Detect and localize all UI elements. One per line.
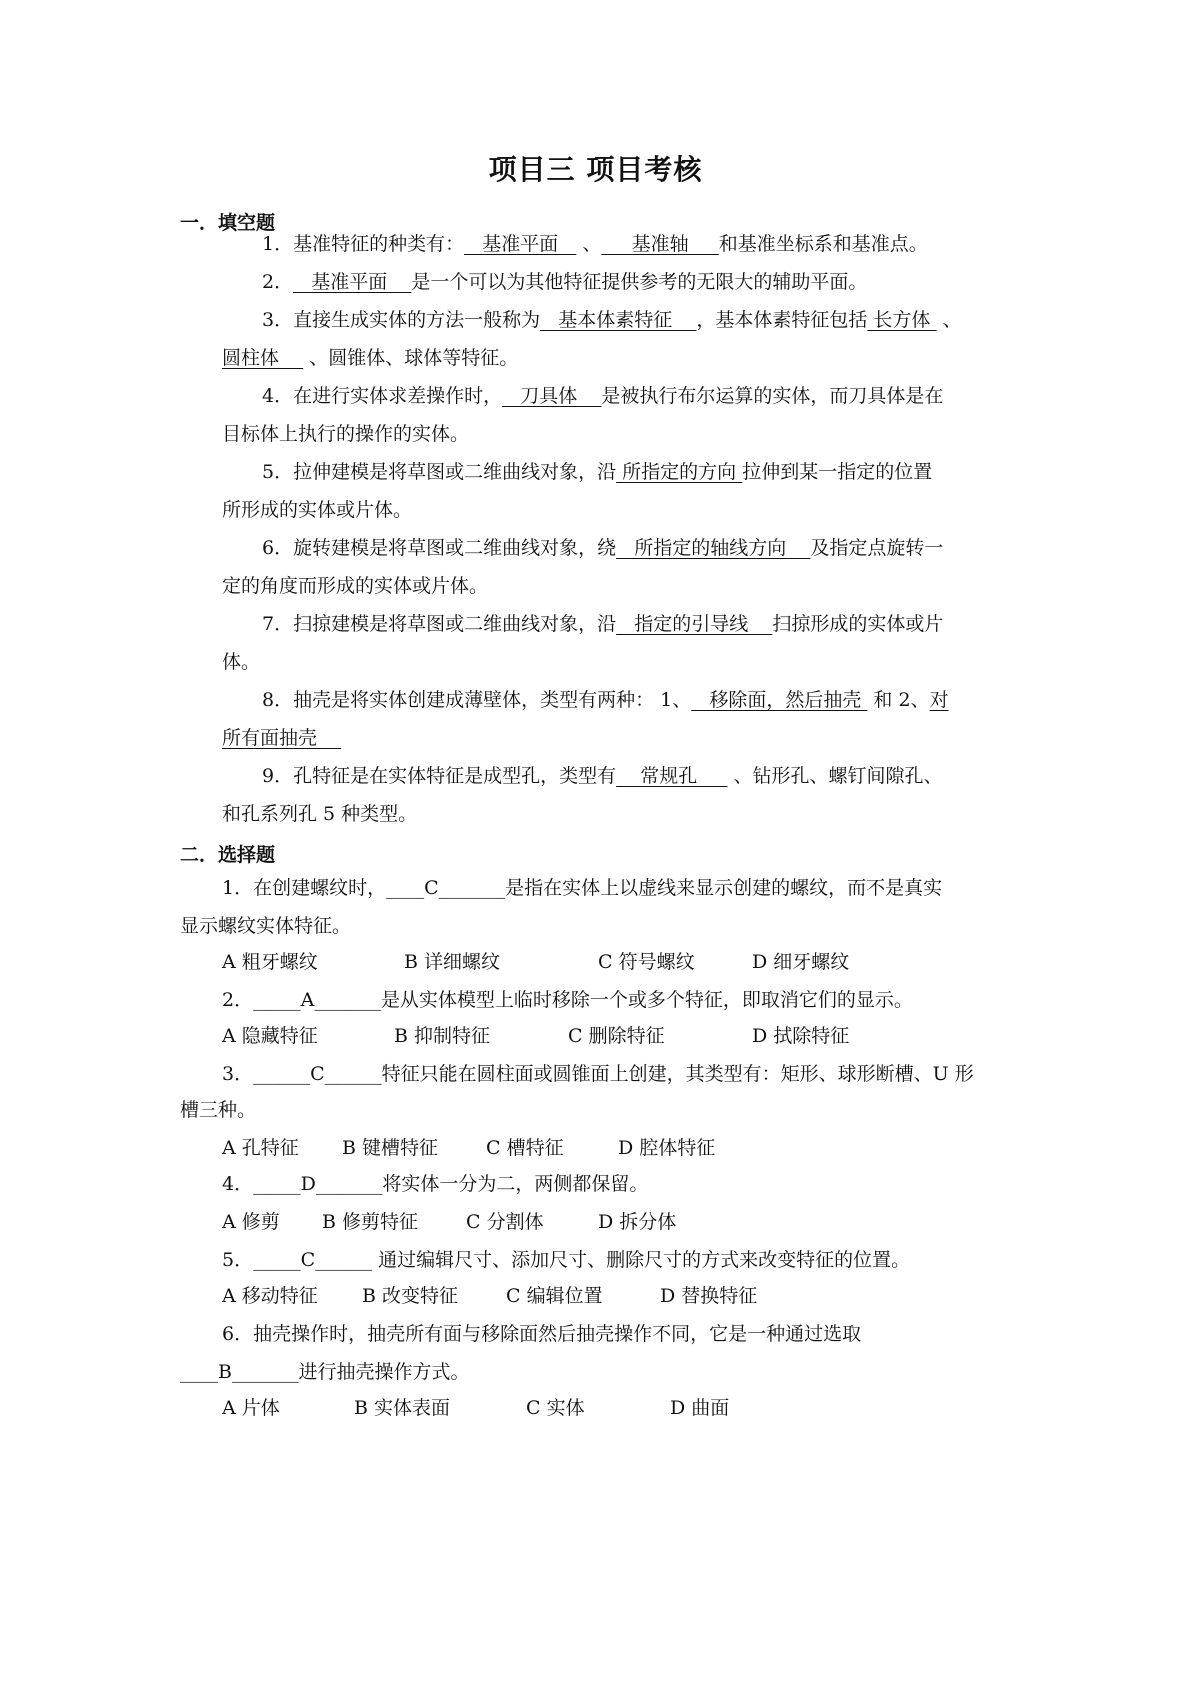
fill-question-2: 2． 基准平面 是一个可以为其他特征提供参考的无限大的辅助平面。 (262, 271, 868, 293)
fill-question-6: 6．旋转建模是将草图或二维曲线对象，绕 所指定的轴线方向 及指定点旋转一 (262, 537, 944, 559)
answer-blank: 基准平面 (464, 233, 577, 255)
option-d: D 替换特征 (660, 1285, 758, 1307)
option-a: A 粗牙螺纹 (222, 951, 318, 973)
option-a: A 隐藏特征 (222, 1025, 318, 1047)
answer-blank: 常规孔 (616, 765, 728, 787)
fill-question-9-cont: 和孔系列孔 5 种类型。 (222, 803, 418, 825)
option-b: B 修剪特征 (322, 1211, 419, 1233)
choice-question-3: 3．______C______特征只能在圆柱面或圆锥面上创建，其类型有：矩形、球形断槽、U 形 (222, 1063, 974, 1085)
option-a: A 修剪 (222, 1211, 280, 1233)
option-b: B 详细螺纹 (404, 951, 501, 973)
answer-blank: 指定的引导线 (616, 613, 773, 635)
section-fill-in-heading: 一．填空题 (180, 212, 276, 234)
fill-question-8: 8．抽壳是将实体创建成薄壁体，类型有两种： 1、 移除面，然后抽壳 和 2、对 (262, 689, 949, 711)
answer-blank: 移除面，然后抽壳 (691, 689, 868, 711)
fill-question-7: 7．扫掠建模是将草图或二维曲线对象，沿 指定的引导线 扫掠形成的实体或片 (262, 613, 944, 635)
answer-blank: 所有面抽壳 (222, 727, 342, 749)
choice-question-2: 2．_____A_______是从实体模型上临时移除一个或多个特征，即取消它们的显示。 (222, 989, 913, 1011)
choice-question-3-cont: 槽三种。 (180, 1099, 257, 1121)
choice-question-5: 5．_____C______ 通过编辑尺寸、添加尺寸、删除尺寸的方式来改变特征的位置。 (222, 1249, 911, 1271)
answer-blank: 长方体 (867, 309, 937, 331)
fill-question-7-cont: 体。 (222, 651, 261, 673)
fill-question-3: 3．直接生成实体的方法一般称为 基本体素特征 ，基本体素特征包括 长方体 、 (262, 309, 962, 331)
fill-question-4-cont: 目标体上执行的操作的实体。 (222, 423, 470, 445)
choice-question-1: 1．在创建螺纹时，____C_______是指在实体上以虚线来显示创建的螺纹，而不是真实 (222, 877, 943, 899)
section-choice-heading: 二．选择题 (180, 844, 276, 866)
answer-blank: 所指定的方向 (616, 461, 743, 483)
answer-blank: _____C______ (253, 1249, 373, 1271)
option-d: D 细牙螺纹 (752, 951, 850, 973)
option-a: A 移动特征 (222, 1285, 318, 1307)
fill-question-8-cont (222, 726, 341, 750)
option-c: C 编辑位置 (506, 1285, 603, 1307)
answer-blank: 所指定的轴线方向 (616, 537, 811, 559)
option-b: B 改变特征 (362, 1285, 459, 1307)
answer-blank: 圆柱体 (222, 347, 304, 369)
fill-question-6-cont: 定的角度而形成的实体或片体。 (222, 575, 489, 597)
option-c: C 实体 (526, 1397, 585, 1419)
choice-question-1-cont: 显示螺纹实体特征。 (180, 915, 352, 937)
fill-question-9: 9．孔特征是在实体特征是成型孔，类型有 常规孔 、钻形孔、螺钉间隙孔、 (262, 765, 943, 787)
answer-blank: ____B_______ (180, 1361, 299, 1383)
fill-question-5: 5．拉伸建模是将草图或二维曲线对象，沿 所指定的方向 拉伸到某一指定的位置 (262, 461, 933, 483)
option-d: D 腔体特征 (618, 1137, 716, 1159)
option-d: D 曲面 (670, 1397, 730, 1419)
option-d: D 拭除特征 (752, 1025, 850, 1047)
answer-blank: 基本体素特征 (540, 309, 697, 331)
answer-blank: 刀具体 (502, 385, 602, 407)
answer-blank: ____C_______ (386, 877, 506, 899)
answer-blank: _____A_______ (253, 989, 381, 1011)
option-c: C 符号螺纹 (598, 951, 695, 973)
fill-question-5-cont: 所形成的实体或片体。 (222, 499, 413, 521)
option-c: C 分割体 (466, 1211, 544, 1233)
choice-question-4: 4．_____D_______将实体一分为二，两侧都保留。 (222, 1173, 649, 1195)
option-b: B 抑制特征 (394, 1025, 491, 1047)
option-d: D 拆分体 (598, 1211, 677, 1233)
choice-question-6-cont: ____B_______进行抽壳操作方式。 (180, 1361, 470, 1383)
answer-blank: 基准平面 (293, 271, 412, 293)
fill-question-3-cont: 圆柱体 、圆锥体、球体等特征。 (222, 347, 519, 369)
fill-question-1: 1．基准特征的种类有： 基准平面 、 基准轴 和基准坐标系和基准点。 (262, 233, 928, 255)
answer-blank: 对 (929, 689, 949, 711)
answer-blank: ______C______ (253, 1063, 382, 1085)
option-a: A 孔特征 (222, 1137, 299, 1159)
choice-question-6: 6．抽壳操作时，抽壳所有面与移除面然后抽壳操作不同，它是一种通过选取 (222, 1323, 862, 1345)
option-b: B 键槽特征 (342, 1137, 439, 1159)
option-c: C 删除特征 (568, 1025, 665, 1047)
option-c: C 槽特征 (486, 1137, 564, 1159)
answer-blank: 基准轴 (601, 233, 719, 255)
fill-question-4: 4．在进行实体求差操作时， 刀具体 是被执行布尔运算的实体，而刀具体是在 (262, 385, 944, 407)
page-title: 项目三 项目考核 (488, 153, 703, 186)
answer-blank: _____D_______ (253, 1173, 383, 1195)
option-a: A 片体 (222, 1397, 280, 1419)
option-b: B 实体表面 (354, 1397, 451, 1419)
